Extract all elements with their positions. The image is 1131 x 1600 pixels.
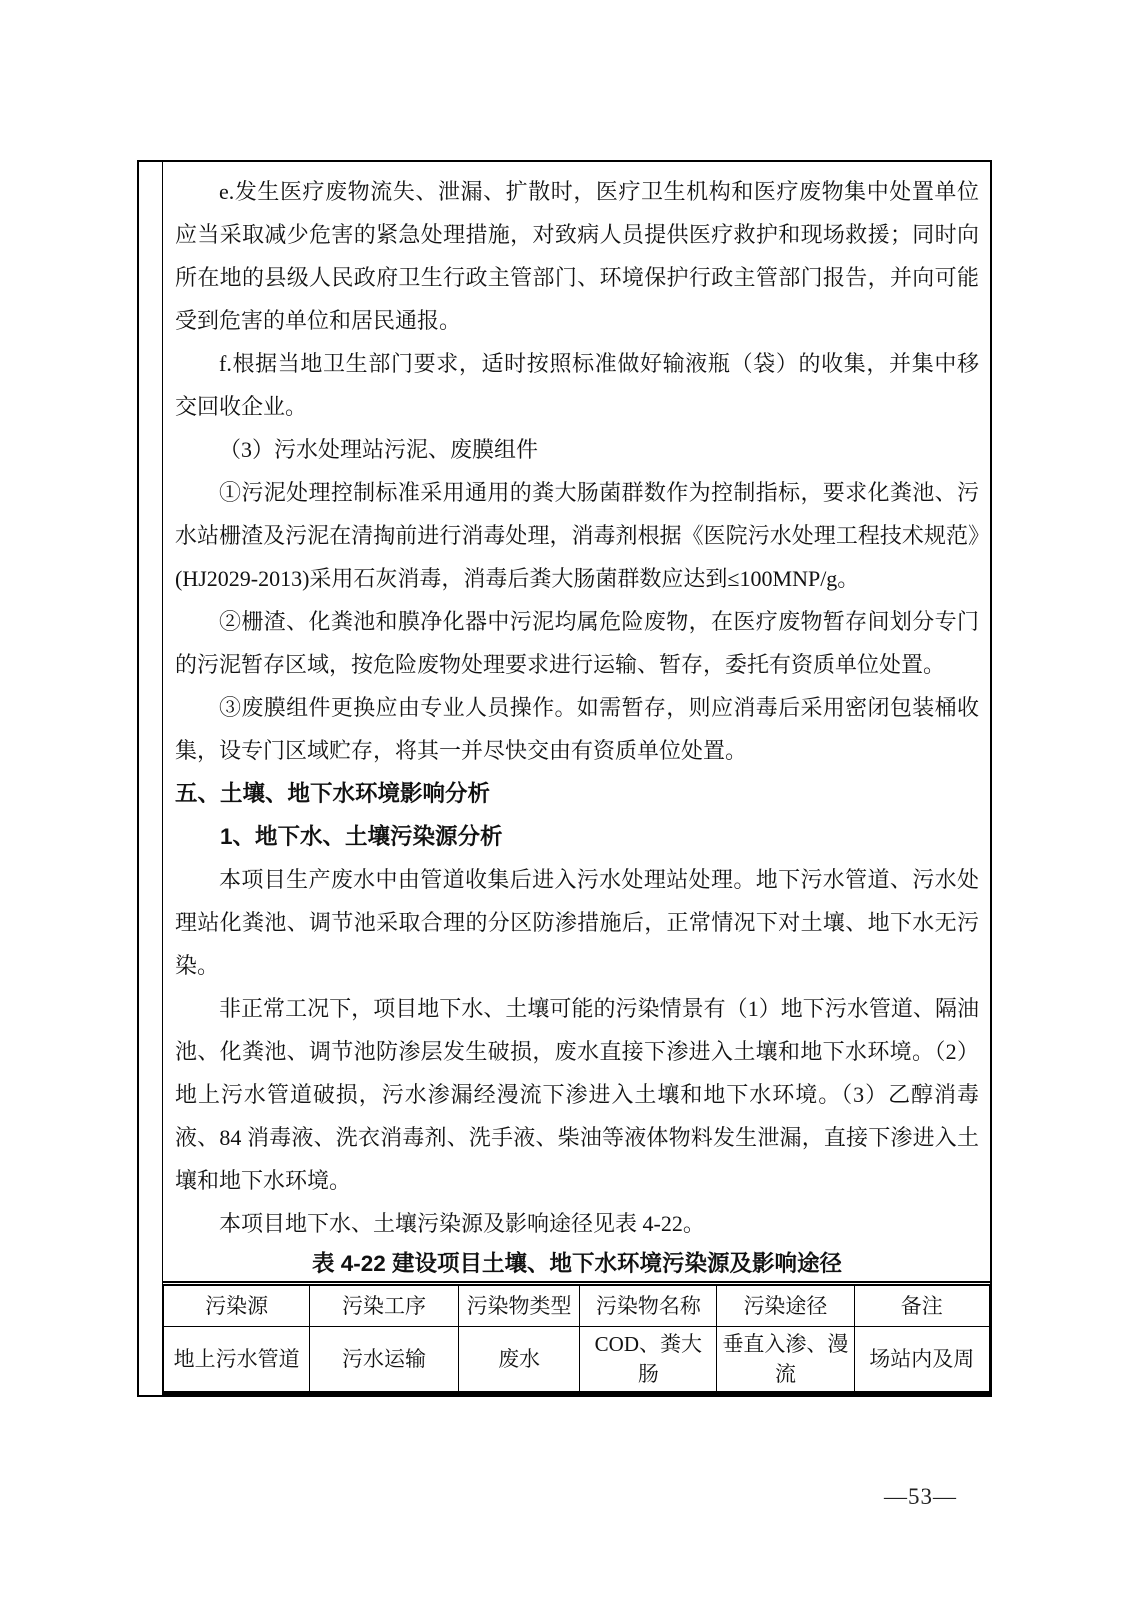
header-pollutant-name: 污染物名称 — [580, 1284, 717, 1327]
header-pollution-process: 污染工序 — [310, 1284, 459, 1327]
header-pollutant-type: 污染物类型 — [458, 1284, 579, 1327]
table-title: 表 4-22 建设项目土壤、地下水环境污染源及影响途径 — [311, 1251, 843, 1276]
cell-pollutant-name: COD、粪大肠 — [580, 1327, 717, 1394]
pollution-sources-table — [163, 1281, 990, 1395]
cell-pollution-pathway: 垂直入渗、漫流 — [717, 1327, 854, 1394]
header-pollution-pathway: 污染途径 — [717, 1284, 854, 1327]
cell-pollution-process: 污水运输 — [310, 1327, 459, 1394]
cell-remarks: 场站内及周 — [854, 1327, 990, 1394]
paragraph-abnormal-case: 非正常工况下，项目地下水、土壤可能的污染情景有（1）地下污水管道、隔油池、化粪池、调节池防渗层发生破损，废水直接下渗进入土壤和地下水环境。（2）地上污水管道破损，污水渗漏经漫流下渗进入土壤和地下水环境。（3）乙醇消毒液、84 消毒液、洗衣消毒剂、洗手液、柴油等液体物料发生泄漏，直接下渗进入土壤和地下水环境。 — [175, 996, 979, 1193]
table-row — [164, 1327, 990, 1394]
page-number: —53— — [884, 1484, 957, 1509]
paragraph-e: e.发生医疗废物流失、泄漏、扩散时，医疗卫生机构和医疗废物集中处置单位应当采取减少危害的紧急处理措施，对致病人员提供医疗救护和现场救援；同时向所在地的县级人民政府卫生行政主管部门、环境保护行政主管部门报告，并向可能受到危害的单位和居民通报。 — [175, 179, 979, 333]
paragraph-table-ref: 本项目地下水、土壤污染源及影响途径见表 4-22。 — [219, 1211, 705, 1236]
paragraph-circle2: ②栅渣、化粪池和膜净化器中污泥均属危险废物，在医疗废物暂存间划分专门的污泥暂存区域，按危险废物处理要求进行运输、暂存，委托有资质单位处置。 — [175, 609, 979, 677]
cell-pollutant-type: 废水 — [458, 1327, 579, 1394]
paragraph-f: f.根据当地卫生部门要求，适时按照标准做好输液瓶（袋）的收集，并集中移交回收企业。 — [175, 351, 979, 419]
section-heading: 五、土壤、地下水环境影响分析 — [175, 781, 491, 806]
header-pollution-source: 污染源 — [164, 1284, 310, 1327]
table-header-row — [164, 1284, 990, 1327]
sub-heading: 1、地下水、土壤污染源分析 — [220, 824, 503, 849]
paragraph-circle3: ③废膜组件更换应由专业人员操作。如需暂存，则应消毒后采用密闭包装桶收集，设专门区域贮存，将其一并尽快交由有资质单位处置。 — [175, 695, 979, 763]
main-text-cell — [163, 162, 990, 1395]
paragraph-circle1: ①污泥处理控制标准采用通用的粪大肠菌群数作为控制指标，要求化粪池、污水站栅渣及污泥在清掏前进行消毒处理，消毒剂根据《医院污水处理工程技术规范》(HJ2029-2013)采用石灰消毒，消毒后粪大肠菌群数应达到≤100MNP/g。 — [175, 480, 979, 591]
cell-pollution-source: 地上污水管道 — [164, 1327, 310, 1394]
paragraph-normal-case: 本项目生产废水中由管道收集后进入污水处理站处理。地下污水管道、污水处理站化粪池、调节池采取合理的分区防渗措施后，正常情况下对土壤、地下水无污染。 — [175, 867, 979, 978]
header-remarks: 备注 — [854, 1284, 990, 1327]
paragraph-item3: （3）污水处理站污泥、废膜组件 — [219, 437, 539, 462]
content-frame — [137, 160, 992, 1397]
left-gutter-cell — [139, 162, 163, 1395]
